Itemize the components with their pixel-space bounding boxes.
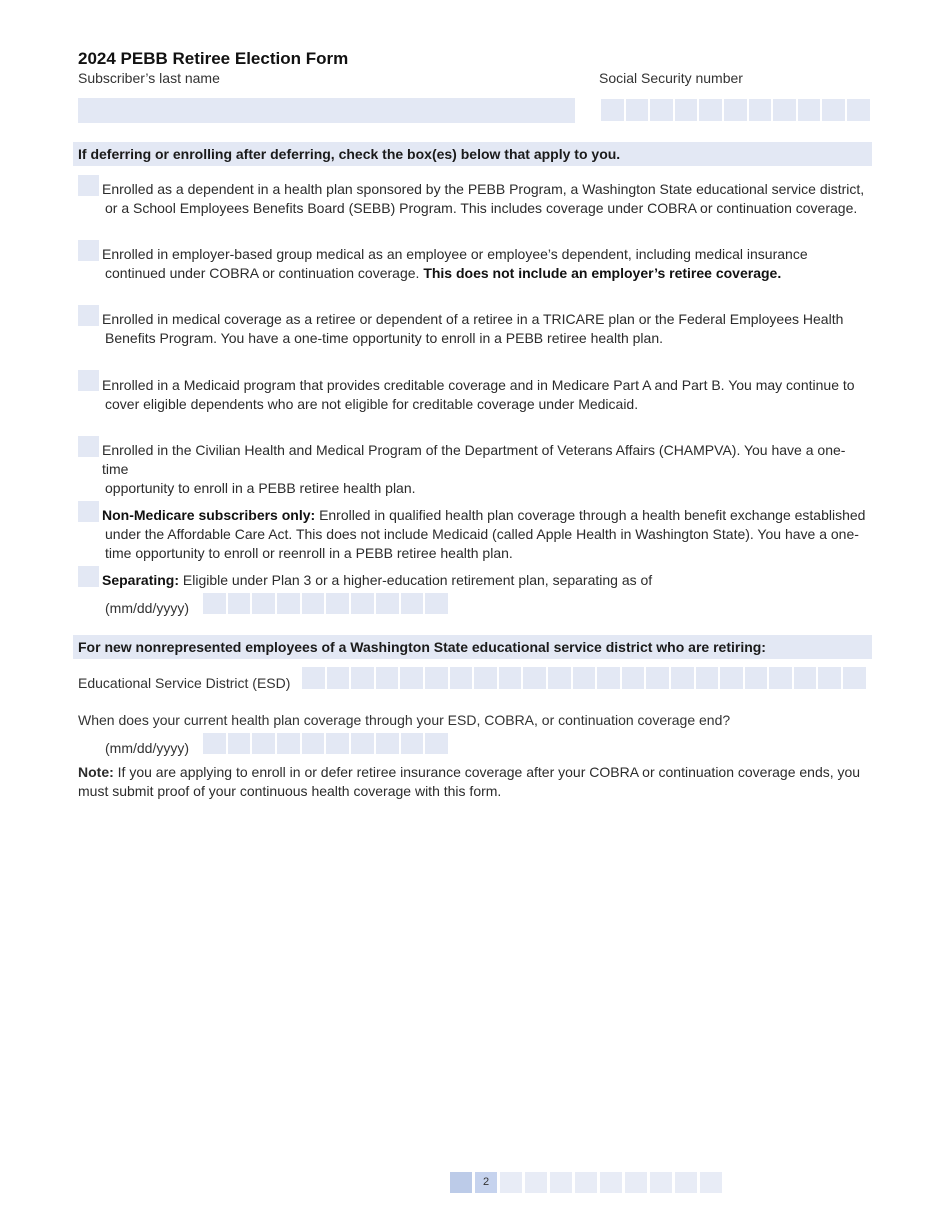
option-employer-group-text	[102, 245, 870, 283]
ssn-digit-cell[interactable]	[675, 99, 698, 121]
deferring-section-heading: If deferring or enrolling after deferring, check the box(es) below that apply to you.	[73, 142, 872, 166]
esd-char-cell[interactable]	[843, 667, 866, 689]
option-employer-group-checkbox[interactable]	[78, 240, 99, 261]
option-line: Eligible under Plan 3 or a higher-education retirement plan, separating as of	[182, 572, 653, 588]
option-line: under the Affordable Care Act. This does not include Medicaid (called Apple Health in Washington State). You have a one-	[105, 526, 859, 542]
date-digit-cell[interactable]	[425, 593, 448, 614]
esd-char-cell[interactable]	[671, 667, 694, 689]
option-line: Enrolled in qualified health plan coverage through a health benefit exchange established	[319, 507, 866, 523]
esd-char-cell[interactable]	[425, 667, 448, 689]
page-marker	[700, 1172, 722, 1193]
date-digit-cell[interactable]	[326, 733, 349, 754]
esd-char-cell[interactable]	[400, 667, 423, 689]
option-line: time opportunity to enroll or reenroll in a PEBB retiree health plan.	[105, 545, 513, 561]
option-aca-exchange-checkbox[interactable]	[78, 501, 99, 522]
esd-char-cell[interactable]	[646, 667, 669, 689]
ssn-digit-cell[interactable]	[822, 99, 845, 121]
esd-char-cell[interactable]	[769, 667, 792, 689]
page-marker	[575, 1172, 597, 1193]
ssn-digit-cell[interactable]	[847, 99, 870, 121]
option-separating-text	[102, 571, 870, 590]
ssn-digit-cell[interactable]	[798, 99, 821, 121]
date-digit-cell[interactable]	[203, 593, 226, 614]
option-bold-lead: Non-Medicare subscribers only:	[102, 507, 316, 523]
option-separating-checkbox[interactable]	[78, 566, 99, 587]
ssn-digit-cell[interactable]	[724, 99, 747, 121]
page-marker	[525, 1172, 547, 1193]
option-bold-lead: Separating:	[102, 572, 180, 588]
separating-date-input[interactable]	[203, 593, 448, 614]
coverage-note	[78, 763, 873, 801]
option-line: Enrolled in a Medicaid program that provides creditable coverage and in Medicare Part A and Part B. You may continue to	[102, 377, 855, 393]
esd-char-cell[interactable]	[450, 667, 473, 689]
date-digit-cell[interactable]	[351, 593, 374, 614]
page-marker	[600, 1172, 622, 1193]
esd-char-cell[interactable]	[696, 667, 719, 689]
option-line: Enrolled in the Civilian Health and Medical Program of the Department of Veterans Affairs (CHAMPVA). You have a one-time	[102, 442, 846, 477]
esd-name-input[interactable]	[302, 667, 866, 689]
page-marker	[450, 1172, 472, 1193]
esd-char-cell[interactable]	[351, 667, 374, 689]
date-digit-cell[interactable]	[203, 733, 226, 754]
date-digit-cell[interactable]	[425, 733, 448, 754]
option-line: Benefits Program. You have a one-time opportunity to enroll in a PEBB retiree health plan.	[105, 330, 664, 346]
date-digit-cell[interactable]	[277, 593, 300, 614]
date-digit-cell[interactable]	[351, 733, 374, 754]
coverage-end-date-input[interactable]	[203, 733, 448, 754]
date-digit-cell[interactable]	[277, 733, 300, 754]
option-champva-text	[102, 441, 870, 498]
ssn-digit-cell[interactable]	[773, 99, 796, 121]
date-digit-cell[interactable]	[228, 733, 251, 754]
date-digit-cell[interactable]	[252, 733, 275, 754]
esd-char-cell[interactable]	[302, 667, 325, 689]
date-digit-cell[interactable]	[376, 733, 399, 754]
option-line: cover eligible dependents who are not eligible for creditable coverage under Medicaid.	[105, 396, 639, 412]
date-digit-cell[interactable]	[302, 593, 325, 614]
page-indicator	[450, 1172, 722, 1193]
ssn-digit-cell[interactable]	[650, 99, 673, 121]
esd-section-heading: For new nonrepresented employees of a Washington State educational service district who are retiring:	[73, 635, 872, 659]
date-digit-cell[interactable]	[228, 593, 251, 614]
esd-char-cell[interactable]	[818, 667, 841, 689]
esd-char-cell[interactable]	[474, 667, 497, 689]
option-dependent-pebb-checkbox[interactable]	[78, 175, 99, 196]
option-champva-checkbox[interactable]	[78, 436, 99, 457]
separating-date-label: (mm/dd/yyyy)	[105, 600, 189, 616]
coverage-end-date-label: (mm/dd/yyyy)	[105, 740, 189, 756]
page-marker	[675, 1172, 697, 1193]
option-line: Enrolled in employer-based group medical as an employee or employee’s dependent, including medical insurance	[102, 246, 808, 262]
esd-char-cell[interactable]	[745, 667, 768, 689]
esd-label: Educational Service District (ESD)	[78, 675, 291, 691]
option-line: opportunity to enroll in a PEBB retiree health plan.	[105, 480, 416, 496]
current-page-number: 2	[475, 1172, 497, 1193]
esd-char-cell[interactable]	[376, 667, 399, 689]
date-digit-cell[interactable]	[252, 593, 275, 614]
ssn-digit-cell[interactable]	[626, 99, 649, 121]
ssn-input[interactable]	[601, 99, 870, 121]
esd-char-cell[interactable]	[523, 667, 546, 689]
option-line: Enrolled as a dependent in a health plan sponsored by the PEBB Program, a Washington State educational service district,	[102, 181, 865, 197]
ssn-label: Social Security number	[599, 70, 743, 86]
page-marker	[625, 1172, 647, 1193]
esd-char-cell[interactable]	[327, 667, 350, 689]
coverage-end-question: When does your current health plan coverage through your ESD, COBRA, or continuation coverage end?	[78, 712, 731, 728]
option-dependent-pebb-text	[102, 180, 870, 218]
option-line: Enrolled in medical coverage as a retiree or dependent of a retiree in a TRICARE plan or the Federal Employees Health	[102, 311, 844, 327]
date-digit-cell[interactable]	[376, 593, 399, 614]
date-digit-cell[interactable]	[401, 593, 424, 614]
form-title: 2024 PEBB Retiree Election Form	[78, 49, 349, 68]
option-tricare-text	[102, 310, 870, 348]
ssn-digit-cell[interactable]	[699, 99, 722, 121]
option-line: continued under COBRA or continuation coverage.	[105, 265, 420, 281]
page-marker	[550, 1172, 572, 1193]
last-name-input[interactable]	[78, 98, 575, 123]
ssn-digit-cell[interactable]	[601, 99, 624, 121]
option-medicaid-text	[102, 376, 870, 414]
esd-char-cell[interactable]	[597, 667, 620, 689]
ssn-digit-cell[interactable]	[749, 99, 772, 121]
page-marker	[500, 1172, 522, 1193]
date-digit-cell[interactable]	[302, 733, 325, 754]
date-digit-cell[interactable]	[401, 733, 424, 754]
esd-char-cell[interactable]	[622, 667, 645, 689]
esd-char-cell[interactable]	[794, 667, 817, 689]
note-text: If you are applying to enroll in or defer retiree insurance coverage after your COBRA or continuation coverage ends, you must submit proof of your continuous health coverage with this form.	[78, 764, 861, 799]
option-tricare-checkbox[interactable]	[78, 305, 99, 326]
option-aca-exchange-text	[102, 506, 870, 563]
option-medicaid-checkbox[interactable]	[78, 370, 99, 391]
esd-char-cell[interactable]	[720, 667, 743, 689]
date-digit-cell[interactable]	[326, 593, 349, 614]
esd-char-cell[interactable]	[499, 667, 522, 689]
last-name-label: Subscriber’s last name	[78, 70, 220, 86]
option-emphasis: This does not include an employer’s retiree coverage.	[423, 265, 782, 281]
esd-char-cell[interactable]	[548, 667, 571, 689]
note-label: Note:	[78, 764, 114, 780]
page-marker	[650, 1172, 672, 1193]
option-line: or a School Employees Benefits Board (SEBB) Program. This includes coverage under COBRA or continuation coverage.	[105, 200, 858, 216]
esd-char-cell[interactable]	[573, 667, 596, 689]
